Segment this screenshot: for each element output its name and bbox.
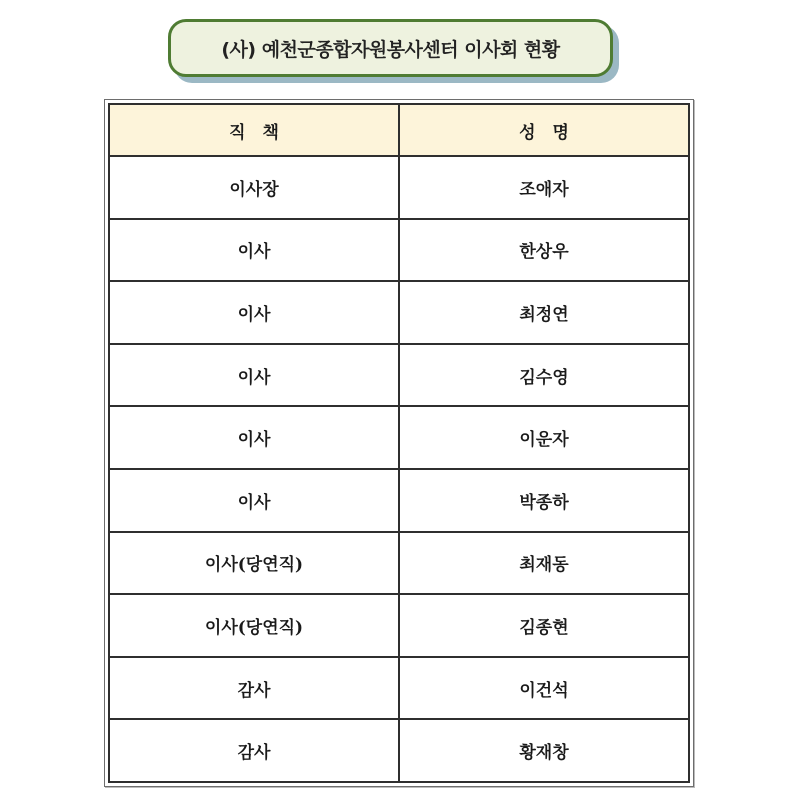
cell-position: 이사 <box>109 281 399 344</box>
cell-position: 이사장 <box>109 156 399 219</box>
table-header-row <box>109 104 689 156</box>
board-members-table <box>108 103 690 783</box>
header-name: 성 명 <box>399 104 689 156</box>
table-row <box>109 469 689 532</box>
cell-name: 박종하 <box>399 469 689 532</box>
cell-position: 이사 <box>109 406 399 469</box>
header-position: 직 책 <box>109 104 399 156</box>
cell-position: 감사 <box>109 657 399 720</box>
table-row <box>109 719 689 782</box>
cell-name: 최정연 <box>399 281 689 344</box>
cell-position: 이사 <box>109 344 399 407</box>
cell-position: 감사 <box>109 719 399 782</box>
board-members-table-frame <box>104 99 694 787</box>
table-row <box>109 594 689 657</box>
table-row <box>109 657 689 720</box>
table-row <box>109 156 689 219</box>
table-row <box>109 281 689 344</box>
cell-position: 이사(당연직) <box>109 594 399 657</box>
cell-name: 이운자 <box>399 406 689 469</box>
cell-name: 황재창 <box>399 719 689 782</box>
cell-position: 이사 <box>109 219 399 282</box>
cell-position: 이사 <box>109 469 399 532</box>
cell-name: 한상우 <box>399 219 689 282</box>
table-row <box>109 532 689 595</box>
cell-name: 김수영 <box>399 344 689 407</box>
page-title: (사) 예천군종합자원봉사센터 이사회 현황 <box>168 19 613 77</box>
table-row <box>109 344 689 407</box>
table-row <box>109 219 689 282</box>
cell-position: 이사(당연직) <box>109 532 399 595</box>
cell-name: 최재동 <box>399 532 689 595</box>
cell-name: 김종현 <box>399 594 689 657</box>
table-row <box>109 406 689 469</box>
cell-name: 이건석 <box>399 657 689 720</box>
cell-name: 조애자 <box>399 156 689 219</box>
